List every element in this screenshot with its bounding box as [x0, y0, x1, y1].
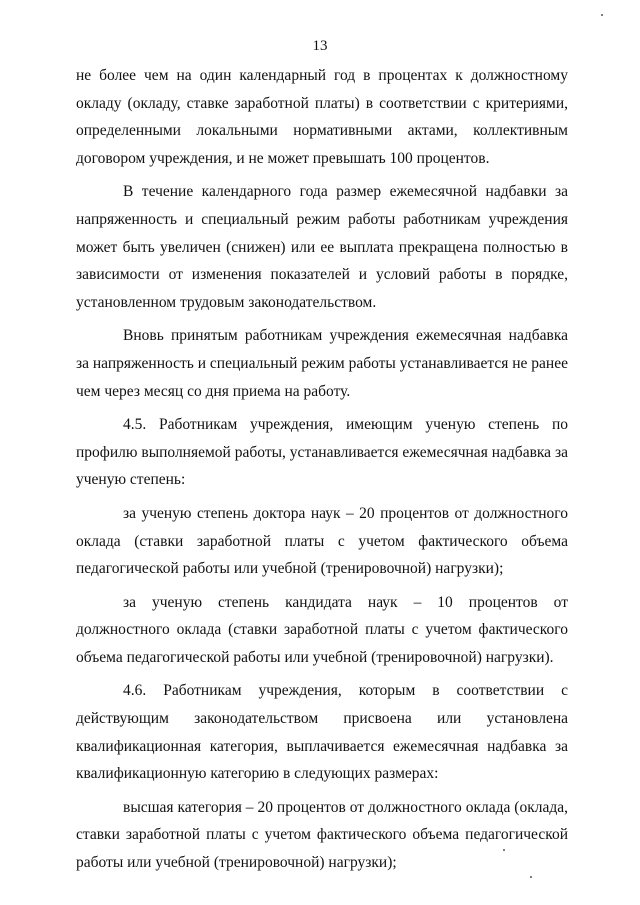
scan-speck	[530, 876, 532, 878]
scan-speck	[601, 14, 603, 16]
paragraph-highest-category: высшая категория – 20 процентов от должностного оклада (оклада, ставки заработной платы с учетом фактического объема педагогической работы или учебной (тренировочной) нагрузки);	[76, 798, 568, 872]
paragraph-bonus-change: В течение календарного года размер ежемесячной надбавки за напряженность и специальный режим работы работникам учреждения может быть увеличен (снижен) или ее выплата прекращена полностью в зависимости от изменения показателей и условий работы в порядке, установленном трудовым законодательством.	[76, 183, 568, 311]
paragraph-4-6: 4.6. Работникам учреждения, которым в соответствии с действующим законодательством присвоена или установлена квалификационная категория, выплачивается ежемесячная надбавка за квалификационную категорию в следующих размерах:	[76, 682, 568, 783]
scan-speck	[503, 849, 505, 851]
paragraph-continuation: не более чем на один календарный год в процентах к должностному окладу (окладу, ставке заработной платы) в соответствии с критериями, определенными локальными нормативными актами, коллективным договором учреждения, и не может превышать 100 процентов.	[76, 67, 568, 167]
paragraph-candidate-degree: за ученую степень кандидата наук – 10 процентов от должностного оклада (ставки заработной платы с учетом фактического объема педагогической работы или учебной (тренировочной) нагрузки).	[76, 593, 568, 666]
paragraph-new-employees: Вновь принятым работникам учреждения ежемесячная надбавка за напряженность и специальный режим работы устанавливается не ранее чем через месяц со дня приема на работу.	[76, 327, 568, 400]
paragraph-4-5: 4.5. Работникам учреждения, имеющим ученую степень по профилю выполняемой работы, устанавливается ежемесячная надбавка за ученую степень:	[76, 416, 568, 489]
paragraph-doctor-degree: за ученую степень доктора наук – 20 процентов от должностного оклада (ставки заработной платы с учетом фактического объема педагогической работы или учебной (тренировочной) нагрузки);	[76, 504, 568, 578]
page-number: 13	[312, 38, 328, 54]
document-body	[76, 62, 568, 883]
